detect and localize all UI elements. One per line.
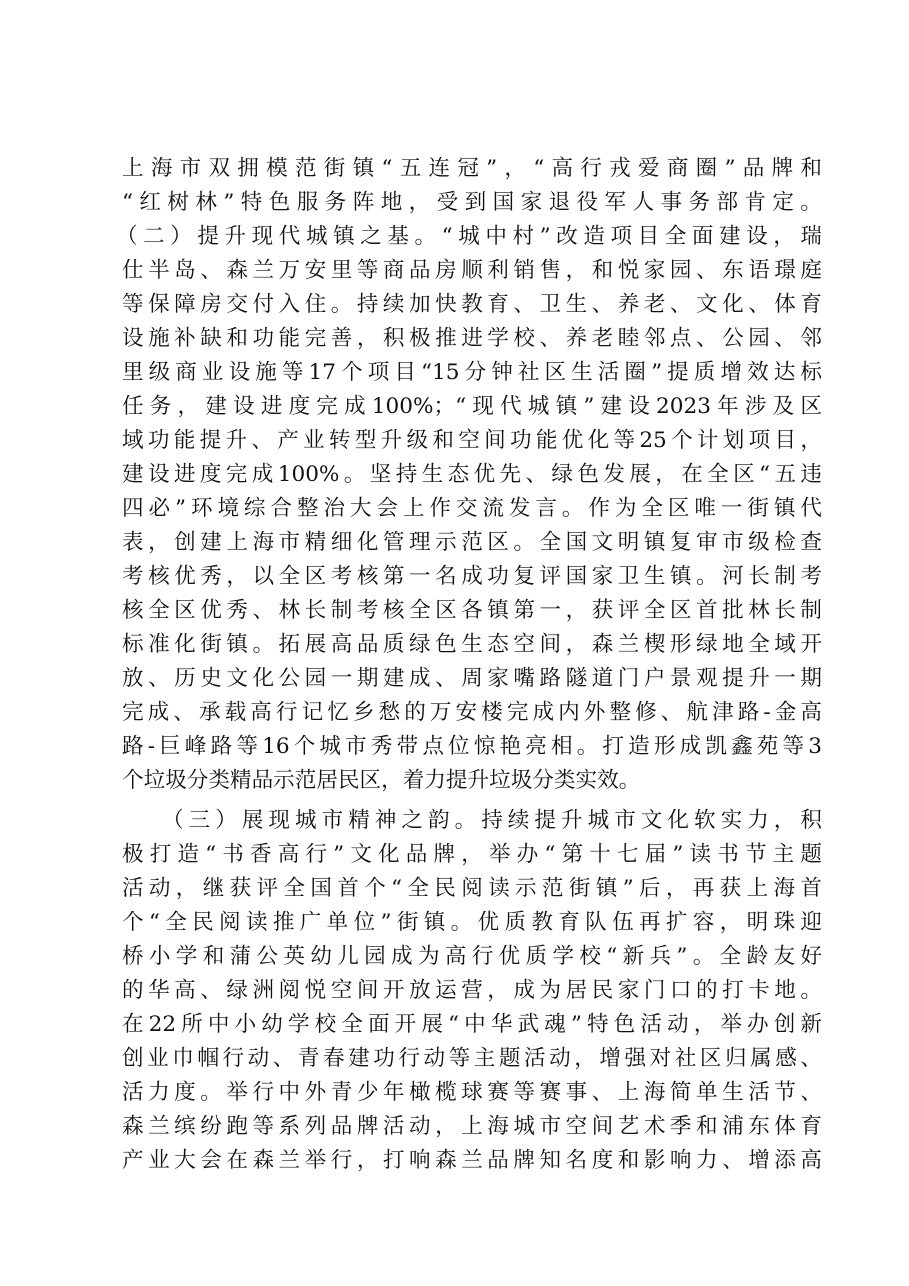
section-heading-line: （三）展现城市精神之韵。持续提升城市文化软实力，积 (162, 808, 822, 833)
text-line: 活动，继获评全国首个“全民阅读示范街镇”后，再获上海首 (122, 876, 822, 901)
text-line: 设施补缺和功能完善，积极推进学校、养老睦邻点、公园、邻 (122, 326, 822, 351)
text-line: 核全区优秀、林长制考核全区各镇第一，获评全区首批林长制 (122, 598, 822, 623)
text-line: 个“全民阅读推广单位”街镇。优质教育队伍再扩容，明珠迎 (122, 910, 822, 935)
text-line: 等保障房交付入住。持续加快教育、卫生、养老、文化、体育 (122, 292, 822, 317)
text-line: 创业巾帼行动、青春建功行动等主题活动，增强对社区归属感、 (122, 1046, 822, 1071)
text-line: 域功能提升、产业转型升级和空间功能优化等25个计划项目， (122, 428, 822, 453)
paragraph-2 (116, 220, 822, 798)
text-line: 里级商业设施等17个项目“15分钟社区生活圈”提质增效达标 (122, 360, 822, 385)
paragraph-1 (122, 152, 822, 220)
text-line: 考核优秀，以全区考核第一名成功复评国家卫生镇。河长制考 (122, 564, 822, 589)
text-line: 仕半岛、森兰万安里等商品房顺利销售，和悦家园、东语璟庭 (122, 258, 822, 283)
text-line: 建设进度完成100%。坚持生态优先、绿色发展，在全区“五违 (122, 462, 822, 487)
text-line: 产业大会在森兰举行，打响森兰品牌知名度和影响力、增添高 (122, 1148, 822, 1173)
text-line: 个垃圾分类精品示范居民区，着力提升垃圾分类实效。 (122, 768, 641, 793)
section-heading-line: （二）提升现代城镇之基。“城中村”改造项目全面建设，瑞 (116, 224, 822, 249)
document-body (116, 152, 822, 1178)
text-line: 任务，建设进度完成100%；“现代城镇”建设2023年涉及区 (122, 394, 822, 419)
text-line: 极打造“书香高行”文化品牌，举办“第十七届”读书节主题 (122, 842, 822, 867)
text-line: 路-巨峰路等16个城市秀带点位惊艳亮相。打造形成凯鑫苑等3 (122, 734, 822, 759)
text-line: 的华高、绿洲阅悦空间开放运营，成为居民家门口的打卡地。 (122, 978, 822, 1003)
text-line: 放、历史文化公园一期建成、周家嘴路隧道门户景观提升一期 (122, 666, 822, 691)
text-line: 表，创建上海市精细化管理示范区。全国文明镇复审市级检查 (122, 530, 822, 555)
text-line: “红树林”特色服务阵地，受到国家退役军人事务部肯定。 (122, 190, 822, 215)
text-line: 上海市双拥模范街镇“五连冠”，“高行戎爱商圈”品牌和 (122, 156, 822, 181)
text-line: 标准化街镇。拓展高品质绿色生态空间，森兰楔形绿地全域开 (122, 632, 822, 657)
text-line: 完成、承载高行记忆乡愁的万安楼完成内外整修、航津路-金高 (122, 700, 822, 725)
text-line: 桥小学和蒲公英幼儿园成为高行优质学校“新兵”。全龄友好 (122, 944, 822, 969)
paragraph-3 (122, 804, 822, 1178)
text-line: 四必”环境综合整治大会上作交流发言。作为全区唯一街镇代 (122, 496, 822, 521)
text-line: 森兰缤纷跑等系列品牌活动，上海城市空间艺术季和浦东体育 (122, 1114, 822, 1139)
text-line: 在22所中小幼学校全面开展“中华武魂”特色活动，举办创新 (122, 1012, 822, 1037)
text-line: 活力度。举行中外青少年橄榄球赛等赛事、上海简单生活节、 (122, 1080, 822, 1105)
